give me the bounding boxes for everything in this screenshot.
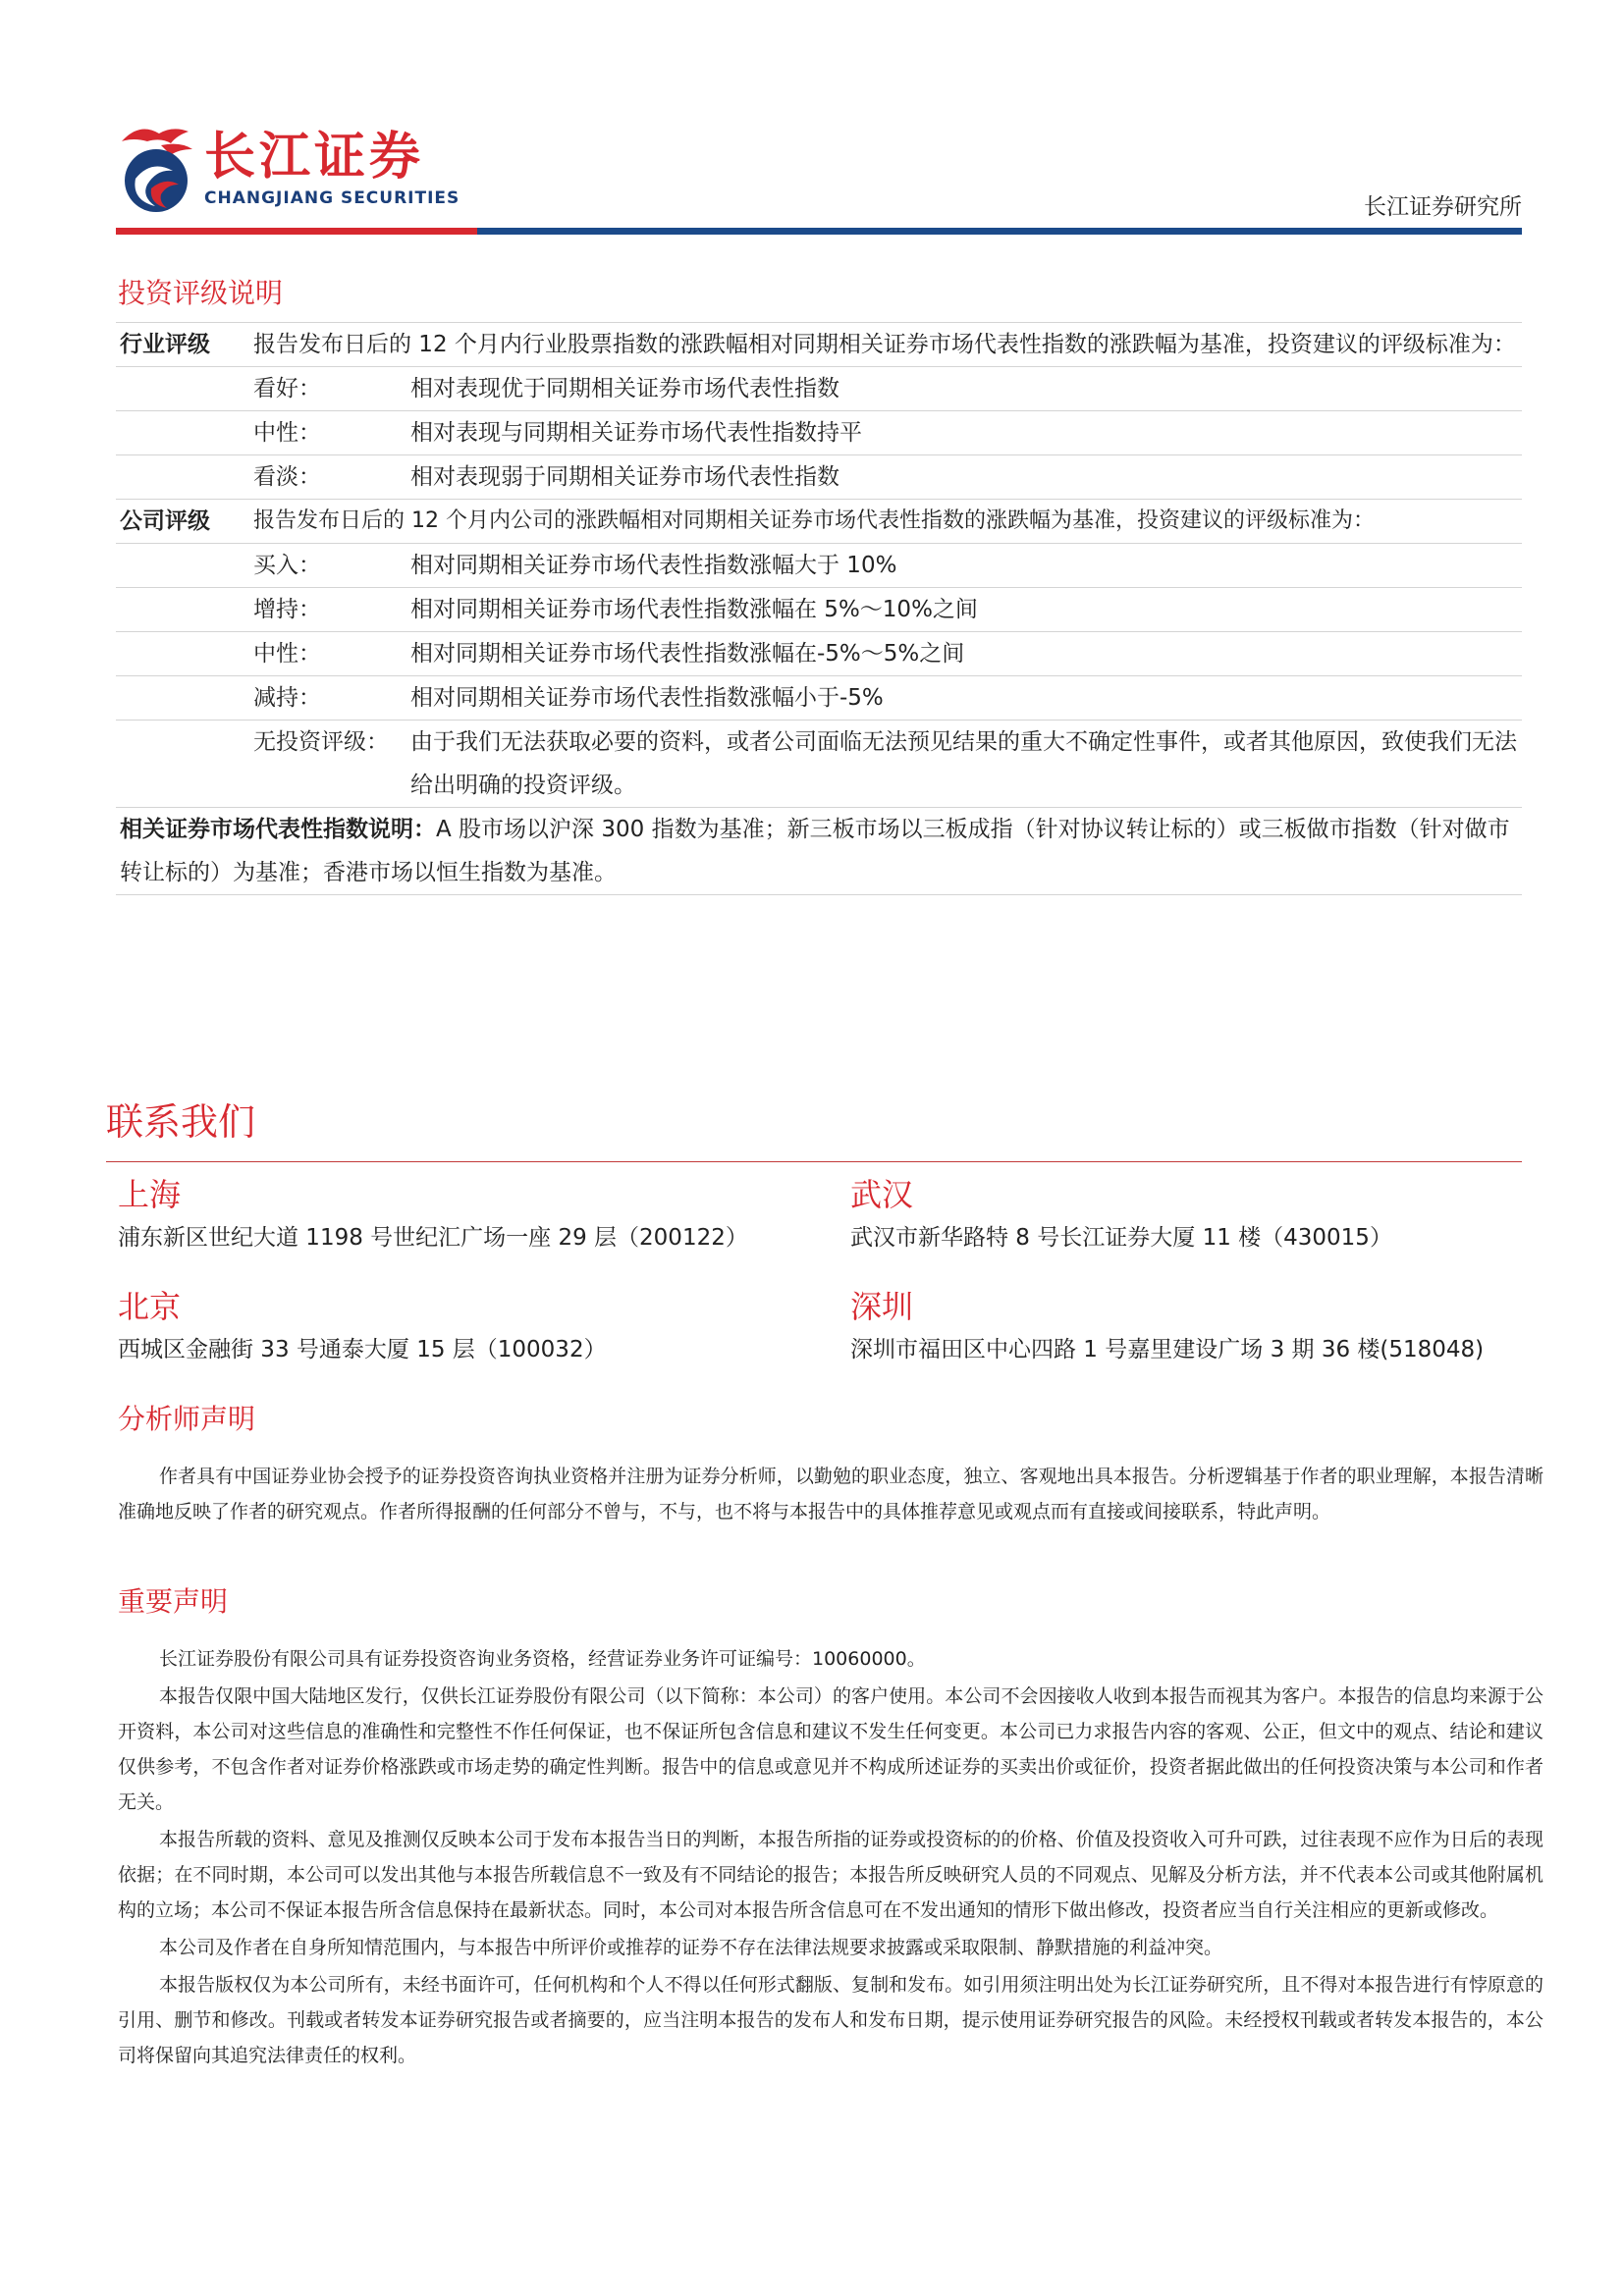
table-row [116,721,1522,808]
rating-name: 增持： [253,597,321,622]
important-statement [118,1641,1543,2075]
important-paragraph: 本报告所载的资料、意见及推测仅反映本公司于发布本报告当日的判断，本报告所指的证券或投资标的的价格、价值及投资收入可升可跌，过往表现不应作为日后的表现依据；在不同时期，本公司可以发出其他与本报告所载信息不一致及有不同结论的报告；本报告所反映研究人员的不同观点、见解及分析方法，并不代表本公司或其他附属机构的立场；本公司不保证本报告所含信息保持在最新状态。同时，本公司对本报告所含信息可在不发出通知的情形下做出修改，投资者应当自行关注相应的更新或修改。 [118,1829,1543,1921]
rating-text: 相对表现优于同期相关证券市场代表性指数 [410,376,839,401]
analyst-statement [118,1459,1543,1531]
analyst-title: 分析师声明 [118,1403,256,1435]
rating-name: 看好： [253,376,321,401]
rating-name: 中性： [253,420,321,446]
header-bar-red [116,228,477,235]
table-row [116,411,1522,455]
rating-text: 相对同期相关证券市场代表性指数涨幅小于-5% [410,685,884,711]
brand-name-cn: 长江证券 [204,128,425,187]
rating-title: 投资评级说明 [118,277,284,309]
market-index-label: 相关证券市场代表性指数说明： [120,817,436,842]
office-city: 北京 [118,1288,182,1325]
rating-name: 看淡： [253,464,321,490]
table-row [116,544,1522,588]
table-row [116,632,1522,676]
rating-name: 买入： [253,553,321,578]
company-rating-label: 公司评级 [120,508,210,534]
industry-rating-desc: 报告发布日后的 12 个月内行业股票指数的涨跌幅相对同期相关证券市场代表性指数的涨跌幅为基准，投资建议的评级标准为： [253,332,1516,357]
rating-name: 中性： [253,641,321,667]
rating-name: 减持： [253,685,321,711]
office-city: 上海 [118,1176,182,1213]
important-title: 重要声明 [118,1585,229,1618]
industry-rating-row [116,322,1522,367]
office-address: 深圳市福田区中心四路 1 号嘉里建设广场 3 期 36 楼(518048) [850,1337,1485,1362]
rating-name: 无投资评级： [253,729,389,755]
rating-text: 相对同期相关证券市场代表性指数涨幅在-5%～5%之间 [410,641,965,667]
rating-text: 相对同期相关证券市场代表性指数涨幅在 5%～10%之间 [410,597,978,622]
contact-divider [106,1161,1522,1162]
header-bar-blue [477,228,1522,235]
office-address: 浦东新区世纪大道 1198 号世纪汇广场一座 29 层（200122） [118,1225,748,1251]
important-paragraph: 本报告仅限中国大陆地区发行，仅供长江证券股份有限公司（以下简称：本公司）的客户使用。本公司不会因接收人收到本报告而视其为客户。本报告的信息均来源于公开资料，本公司对这些信息的准确性和完整性不作任何保证，也不保证所包含信息和建议不发生任何变更。本公司已力求报告内容的客观、公正，但文中的观点、结论和建议仅供参考，不包含作者对证券价格涨跌或市场走势的确定性判断。报告中的信息或意见并不构成所述证券的买卖出价或征价，投资者据此做出的任何投资决策与本公司和作者无关。 [118,1685,1543,1813]
office-address: 西城区金融街 33 号通泰大厦 15 层（100032） [118,1337,607,1362]
rating-text: 相对表现弱于同期相关证券市场代表性指数 [410,464,839,490]
analyst-paragraph: 作者具有中国证券业协会授予的证券投资咨询执业资格并注册为证券分析师，以勤勉的职业态度，独立、客观地出具本报告。分析逻辑基于作者的职业理解，本报告清晰准确地反映了作者的研究观点。作者所得报酬的任何部分不曾与，不与，也不将与本报告中的具体推荐意见或观点而有直接或间接联系，特此声明。 [118,1466,1543,1522]
rating-text: 相对同期相关证券市场代表性指数涨幅大于 10% [410,553,897,578]
table-row [116,676,1522,721]
rating-text: 由于我们无法获取必要的资料，或者公司面临无法预见结果的重大不确定性事件，或者其他原因，致使我们无法给出明确的投资评级。 [410,729,1517,798]
important-paragraph: 长江证券股份有限公司具有证券投资咨询业务资格，经营证券业务许可证编号：10060000。 [159,1648,926,1670]
brand-name-en: CHANGJIANG SECURITIES [204,188,460,208]
table-row [116,588,1522,632]
changjiang-logo-icon [112,120,200,218]
company-rating-desc: 报告发布日后的 12 个月内公司的涨跌幅相对同期相关证券市场代表性指数的涨跌幅为基准，投资建议的评级标准为： [253,508,1375,533]
office-address: 武汉市新华路特 8 号长江证券大厦 11 楼（430015） [850,1225,1392,1251]
table-row [116,455,1522,500]
office-city: 武汉 [850,1176,914,1213]
rating-table [116,322,1522,895]
market-index-text: A 股市场以沪深 300 指数为基准；新三板市场以三板成指（针对协议转让标的）或三板做市指数（针对做市转让标的）为基准；香港市场以恒生指数为基准。 [120,817,1510,885]
rating-text: 相对表现与同期相关证券市场代表性指数持平 [410,420,862,446]
office-city: 深圳 [850,1288,914,1325]
important-paragraph: 本报告版权仅为本公司所有，未经书面许可，任何机构和个人不得以任何形式翻版、复制和发布。如引用须注明出处为长江证券研究所，且不得对本报告进行有悖原意的引用、删节和修改。刊载或者转发本证券研究报告或者摘要的，应当注明本报告的发布人和发布日期，提示使用证券研究报告的风险。未经授权刊载或者转发本报告的，本公司将保留向其追究法律责任的权利。 [118,1974,1543,2066]
industry-rating-label: 行业评级 [120,332,210,357]
institute-name: 长江证券研究所 [1364,194,1522,220]
table-row [116,367,1522,411]
contact-title: 联系我们 [106,1100,256,1144]
important-paragraph: 本公司及作者在自身所知情范围内，与本报告中所评价或推荐的证券不存在法律法规要求披露或采取限制、静默措施的利益冲突。 [159,1937,1223,1958]
company-rating-row [116,500,1522,544]
market-index-row [116,808,1522,895]
